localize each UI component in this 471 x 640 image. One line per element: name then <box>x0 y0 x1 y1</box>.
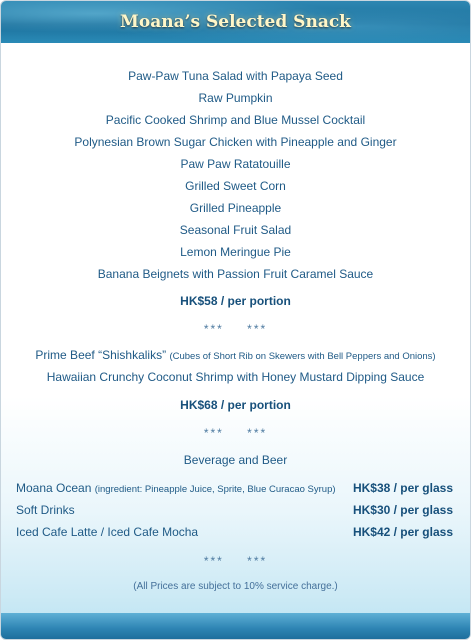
menu-item: Raw Pumpkin <box>198 91 273 105</box>
menu-item: Grilled Pineapple <box>189 201 282 215</box>
footer-banner <box>1 613 470 639</box>
menu-title: Moana’s Selected Snack <box>120 12 351 32</box>
beverage-row <box>16 503 453 519</box>
separator: *** *** <box>203 322 268 336</box>
beverage-row <box>16 481 453 497</box>
beverage-name: Iced Cafe Latte / Iced Cafe Mocha <box>16 525 199 539</box>
menu-item: Polynesian Brown Sugar Chicken with Pineapple and Ginger <box>74 135 397 149</box>
beverage-name: Moana Ocean <box>16 481 92 495</box>
menu-item: Hawaiian Crunchy Coconut Shrimp with Honey Mustard Dipping Sauce <box>46 370 425 384</box>
menu-item: Paw-Paw Tuna Salad with Papaya Seed <box>128 69 343 83</box>
menu-item: Paw Paw Ratatouille <box>180 157 291 171</box>
header-banner <box>1 1 470 43</box>
beverage-name-line <box>16 481 336 495</box>
section1-price: HK$58 / per portion <box>180 294 291 308</box>
menu-item-prime-beef <box>1 348 470 362</box>
menu-item-description: (Cubes of Short Rib on Skewers with Bell Peppers and Onions) <box>169 351 436 362</box>
beverage-price: HK$38 / per glass <box>352 481 453 495</box>
beverage-name: Soft Drinks <box>16 503 75 517</box>
beverage-heading: Beverage and Beer <box>183 453 288 467</box>
separator: *** *** <box>203 554 268 568</box>
menu-item: Seasonal Fruit Salad <box>179 223 292 237</box>
section2-price: HK$68 / per portion <box>180 398 291 412</box>
menu-item: Grilled Sweet Corn <box>185 179 286 193</box>
separator: *** *** <box>203 426 268 440</box>
beverage-detail: (ingredient: Pineapple Juice, Sprite, Blue Curacao Syrup) <box>94 484 336 495</box>
service-charge-note: (All Prices are subject to 10% service charge.) <box>133 581 338 592</box>
beverage-row <box>16 525 453 541</box>
menu-item: Banana Beignets with Passion Fruit Caramel Sauce <box>97 267 374 281</box>
beverage-price: HK$42 / per glass <box>352 525 453 539</box>
menu-item: Pacific Cooked Shrimp and Blue Mussel Cocktail <box>105 113 366 127</box>
menu-item: Lemon Meringue Pie <box>180 245 291 259</box>
beverage-price: HK$30 / per glass <box>352 503 453 517</box>
menu-item-name: Prime Beef “Shishkaliks” <box>35 348 167 362</box>
